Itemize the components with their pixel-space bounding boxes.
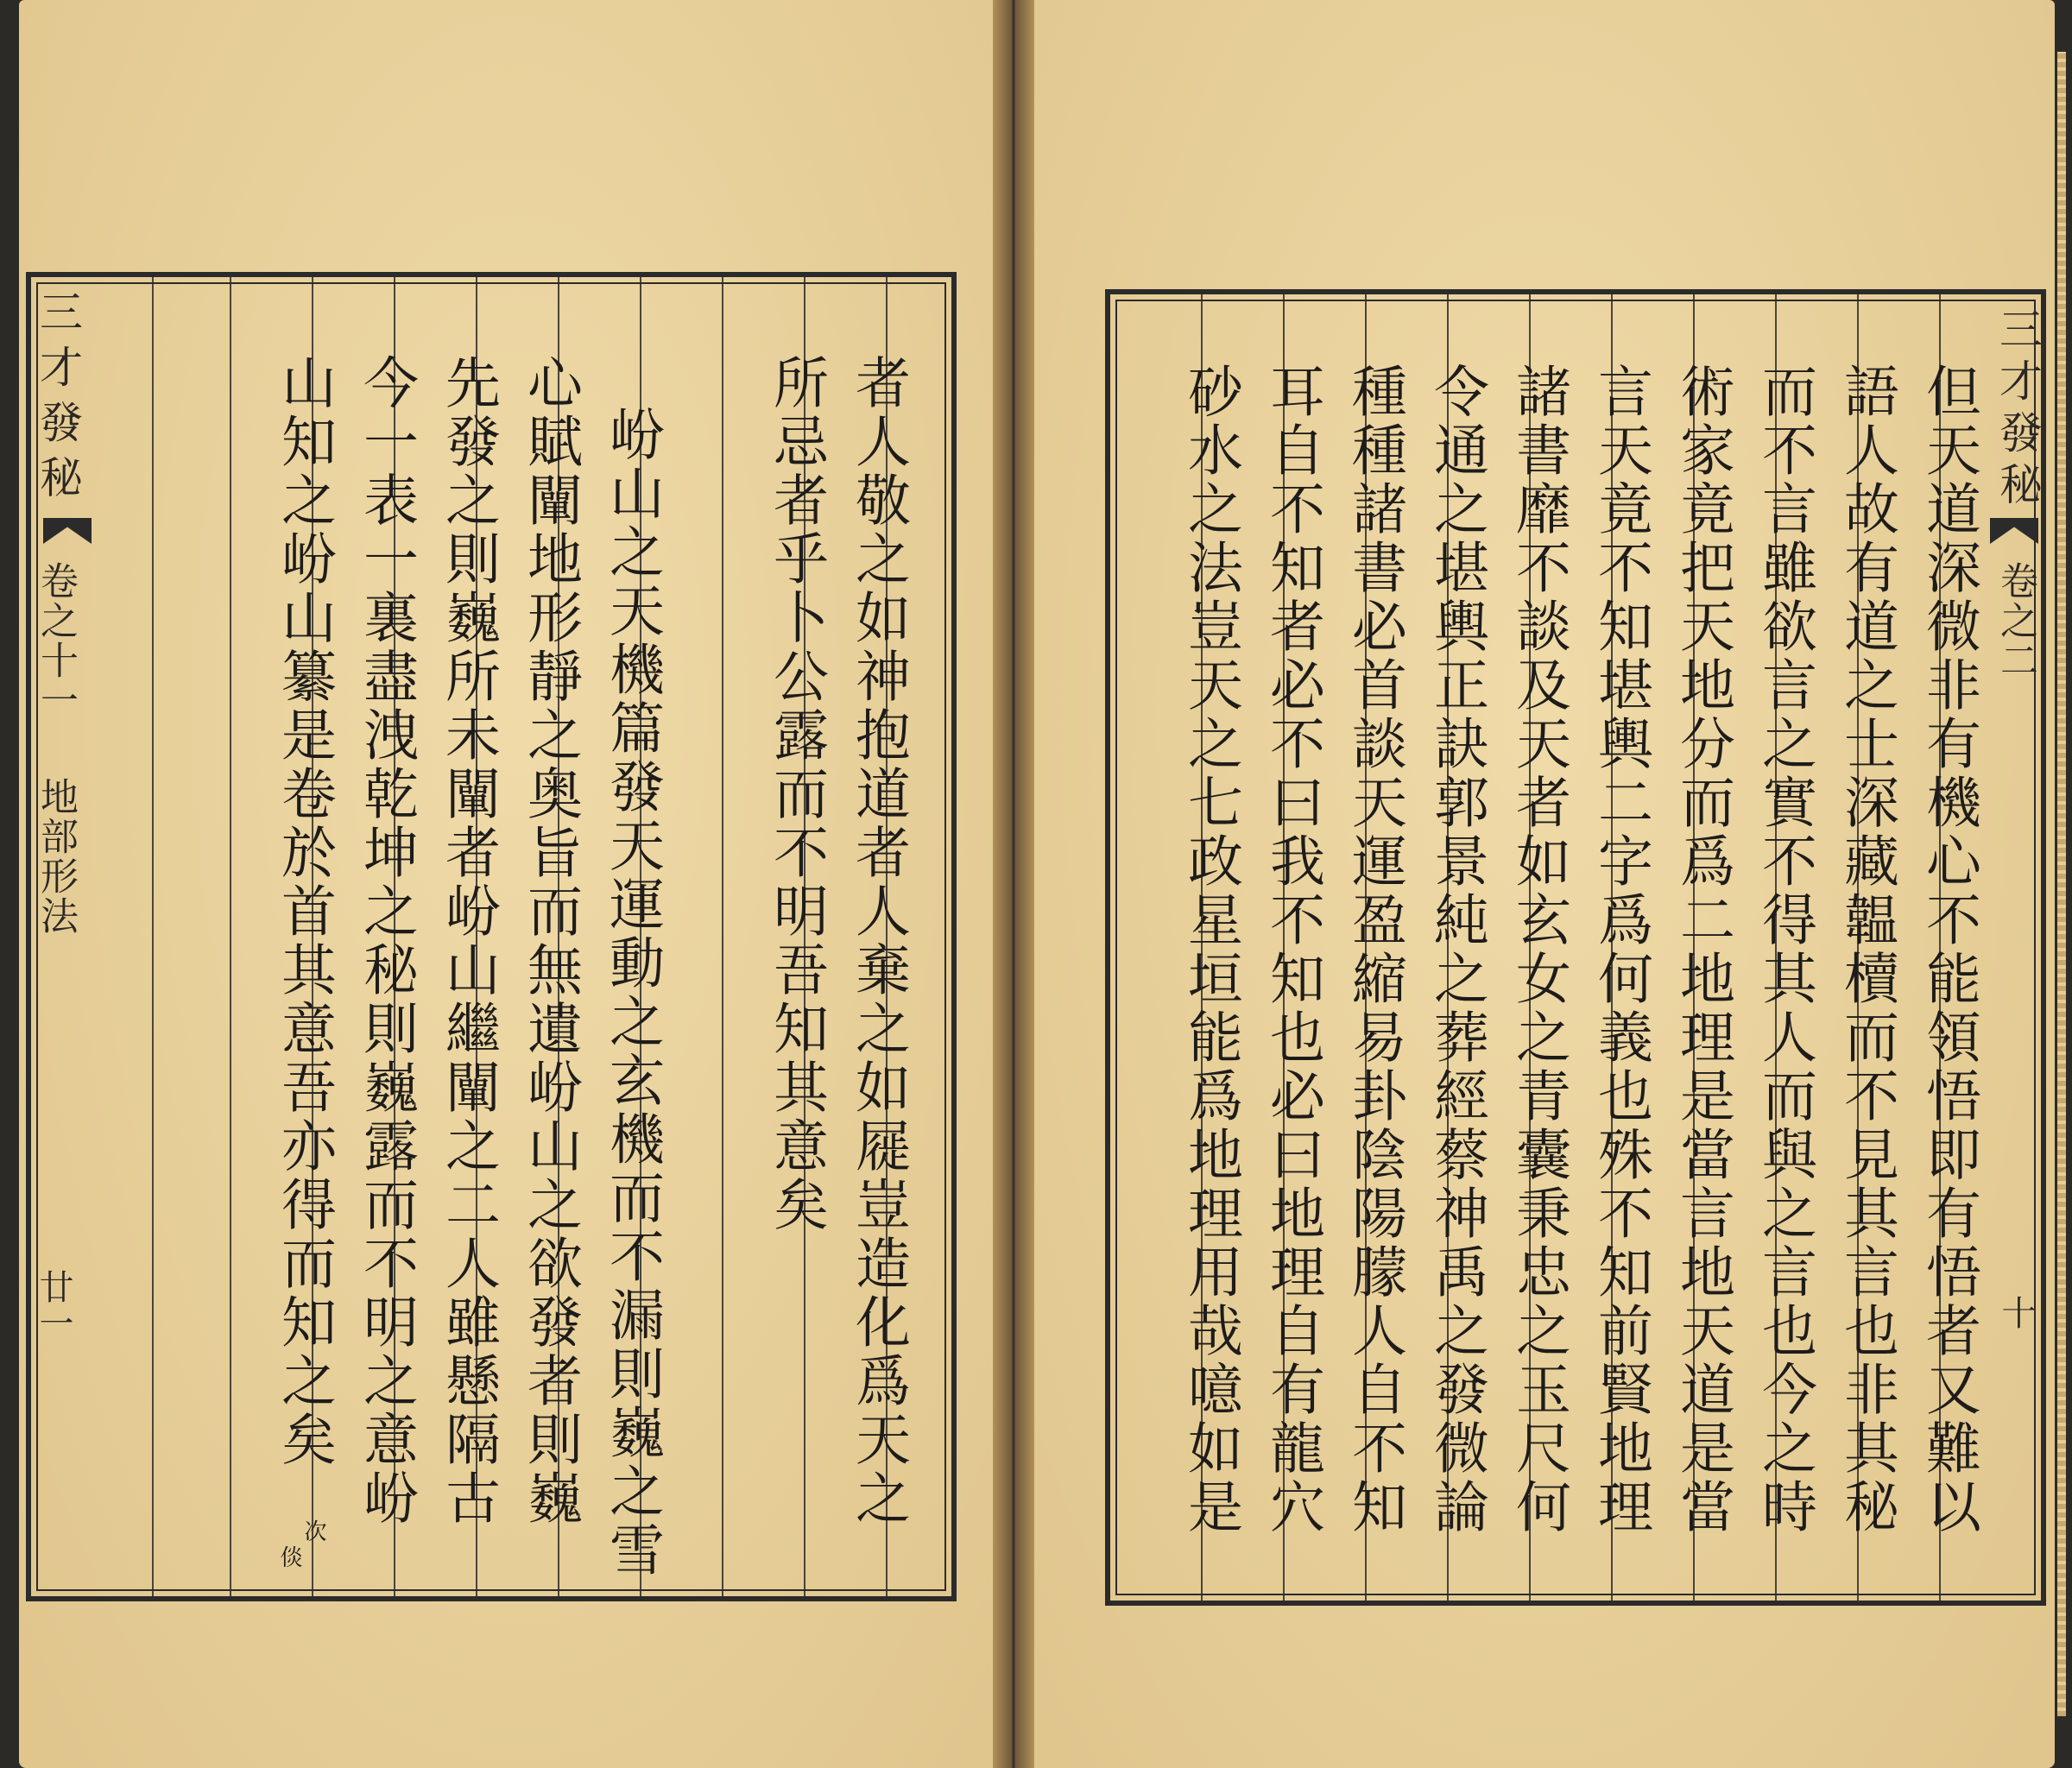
right-margin-title: 三才發秘 xyxy=(1993,306,2043,514)
right-margin-volume: 卷之二 xyxy=(1993,561,2037,680)
right-column-9: 耳自不知者必不曰我不知也必曰地理自有龍穴 xyxy=(1260,363,1324,1537)
right-page-frame xyxy=(1105,289,2046,1606)
column-rule xyxy=(230,277,231,1596)
right-column-7: 令通之堪輿正訣郭景純之葬經蔡神禹之發微論 xyxy=(1424,363,1488,1537)
right-column-3: 而不言雖欲言之實不得其人而與之言也今之時 xyxy=(1753,363,1816,1537)
right-column-2: 語人故有道之士深藏韞櫝而不見其言也非其秘 xyxy=(1835,363,1898,1537)
left-column-4: 岎山之天機篇發天運動之玄機而不漏則巍之雪 xyxy=(600,406,664,1580)
page-edge xyxy=(2057,52,2066,1716)
book-gutter xyxy=(993,0,1034,1768)
left-column-6: 先發之則巍所未闡者岎山繼闡之二人雖懸隔古 xyxy=(436,354,500,1528)
left-column-2: 所忌者乎卜公露而不明吾知其意矣 xyxy=(764,354,828,1234)
left-margin-title: 三才發秘 xyxy=(33,289,83,510)
left-colophon-lower: 倓 xyxy=(276,1545,302,1568)
left-column-1: 者人敬之如神抱道者人棄之如屣豈造化爲天之 xyxy=(846,354,910,1528)
left-column-7: 今一表一裏盡洩乾坤之秘則巍露而不明之意岎 xyxy=(354,354,418,1528)
right-column-10: 砂水之法豈天之七政星垣能爲地理用哉噫如是 xyxy=(1178,363,1242,1537)
left-margin-section: 地部形法 xyxy=(34,777,78,936)
column-rule xyxy=(152,277,154,1596)
right-column-6: 諸書靡不談及天者如玄女之青囊秉忠之玉尺何 xyxy=(1507,363,1570,1537)
column-rule xyxy=(722,277,723,1596)
right-column-1: 但天道深微非有機心不能領悟即有悟者又難以 xyxy=(1917,363,1980,1537)
left-column-8: 山知之岎山纂是卷於首其意吾亦得而知之矣 xyxy=(272,354,336,1469)
left-margin-folio: 廿一 xyxy=(34,1269,73,1342)
right-column-8: 種種諸書必首談天運盈縮易卦陰陽朦人自不知 xyxy=(1342,363,1406,1537)
left-margin-volume: 卷之十一 xyxy=(34,561,78,720)
right-column-5: 言天竟不知堪輿二字爲何義也殊不知前賢地理 xyxy=(1589,363,1652,1537)
left-column-5: 心賦闡地形靜之奥旨而無遺岎山之欲發者則巍 xyxy=(518,354,582,1528)
right-margin-folio: 十 xyxy=(1996,1295,2036,1331)
left-colophon-upper: 次 xyxy=(300,1519,326,1542)
right-column-4: 術家竟把天地分而爲二地理是當言地天道是當 xyxy=(1671,363,1734,1537)
